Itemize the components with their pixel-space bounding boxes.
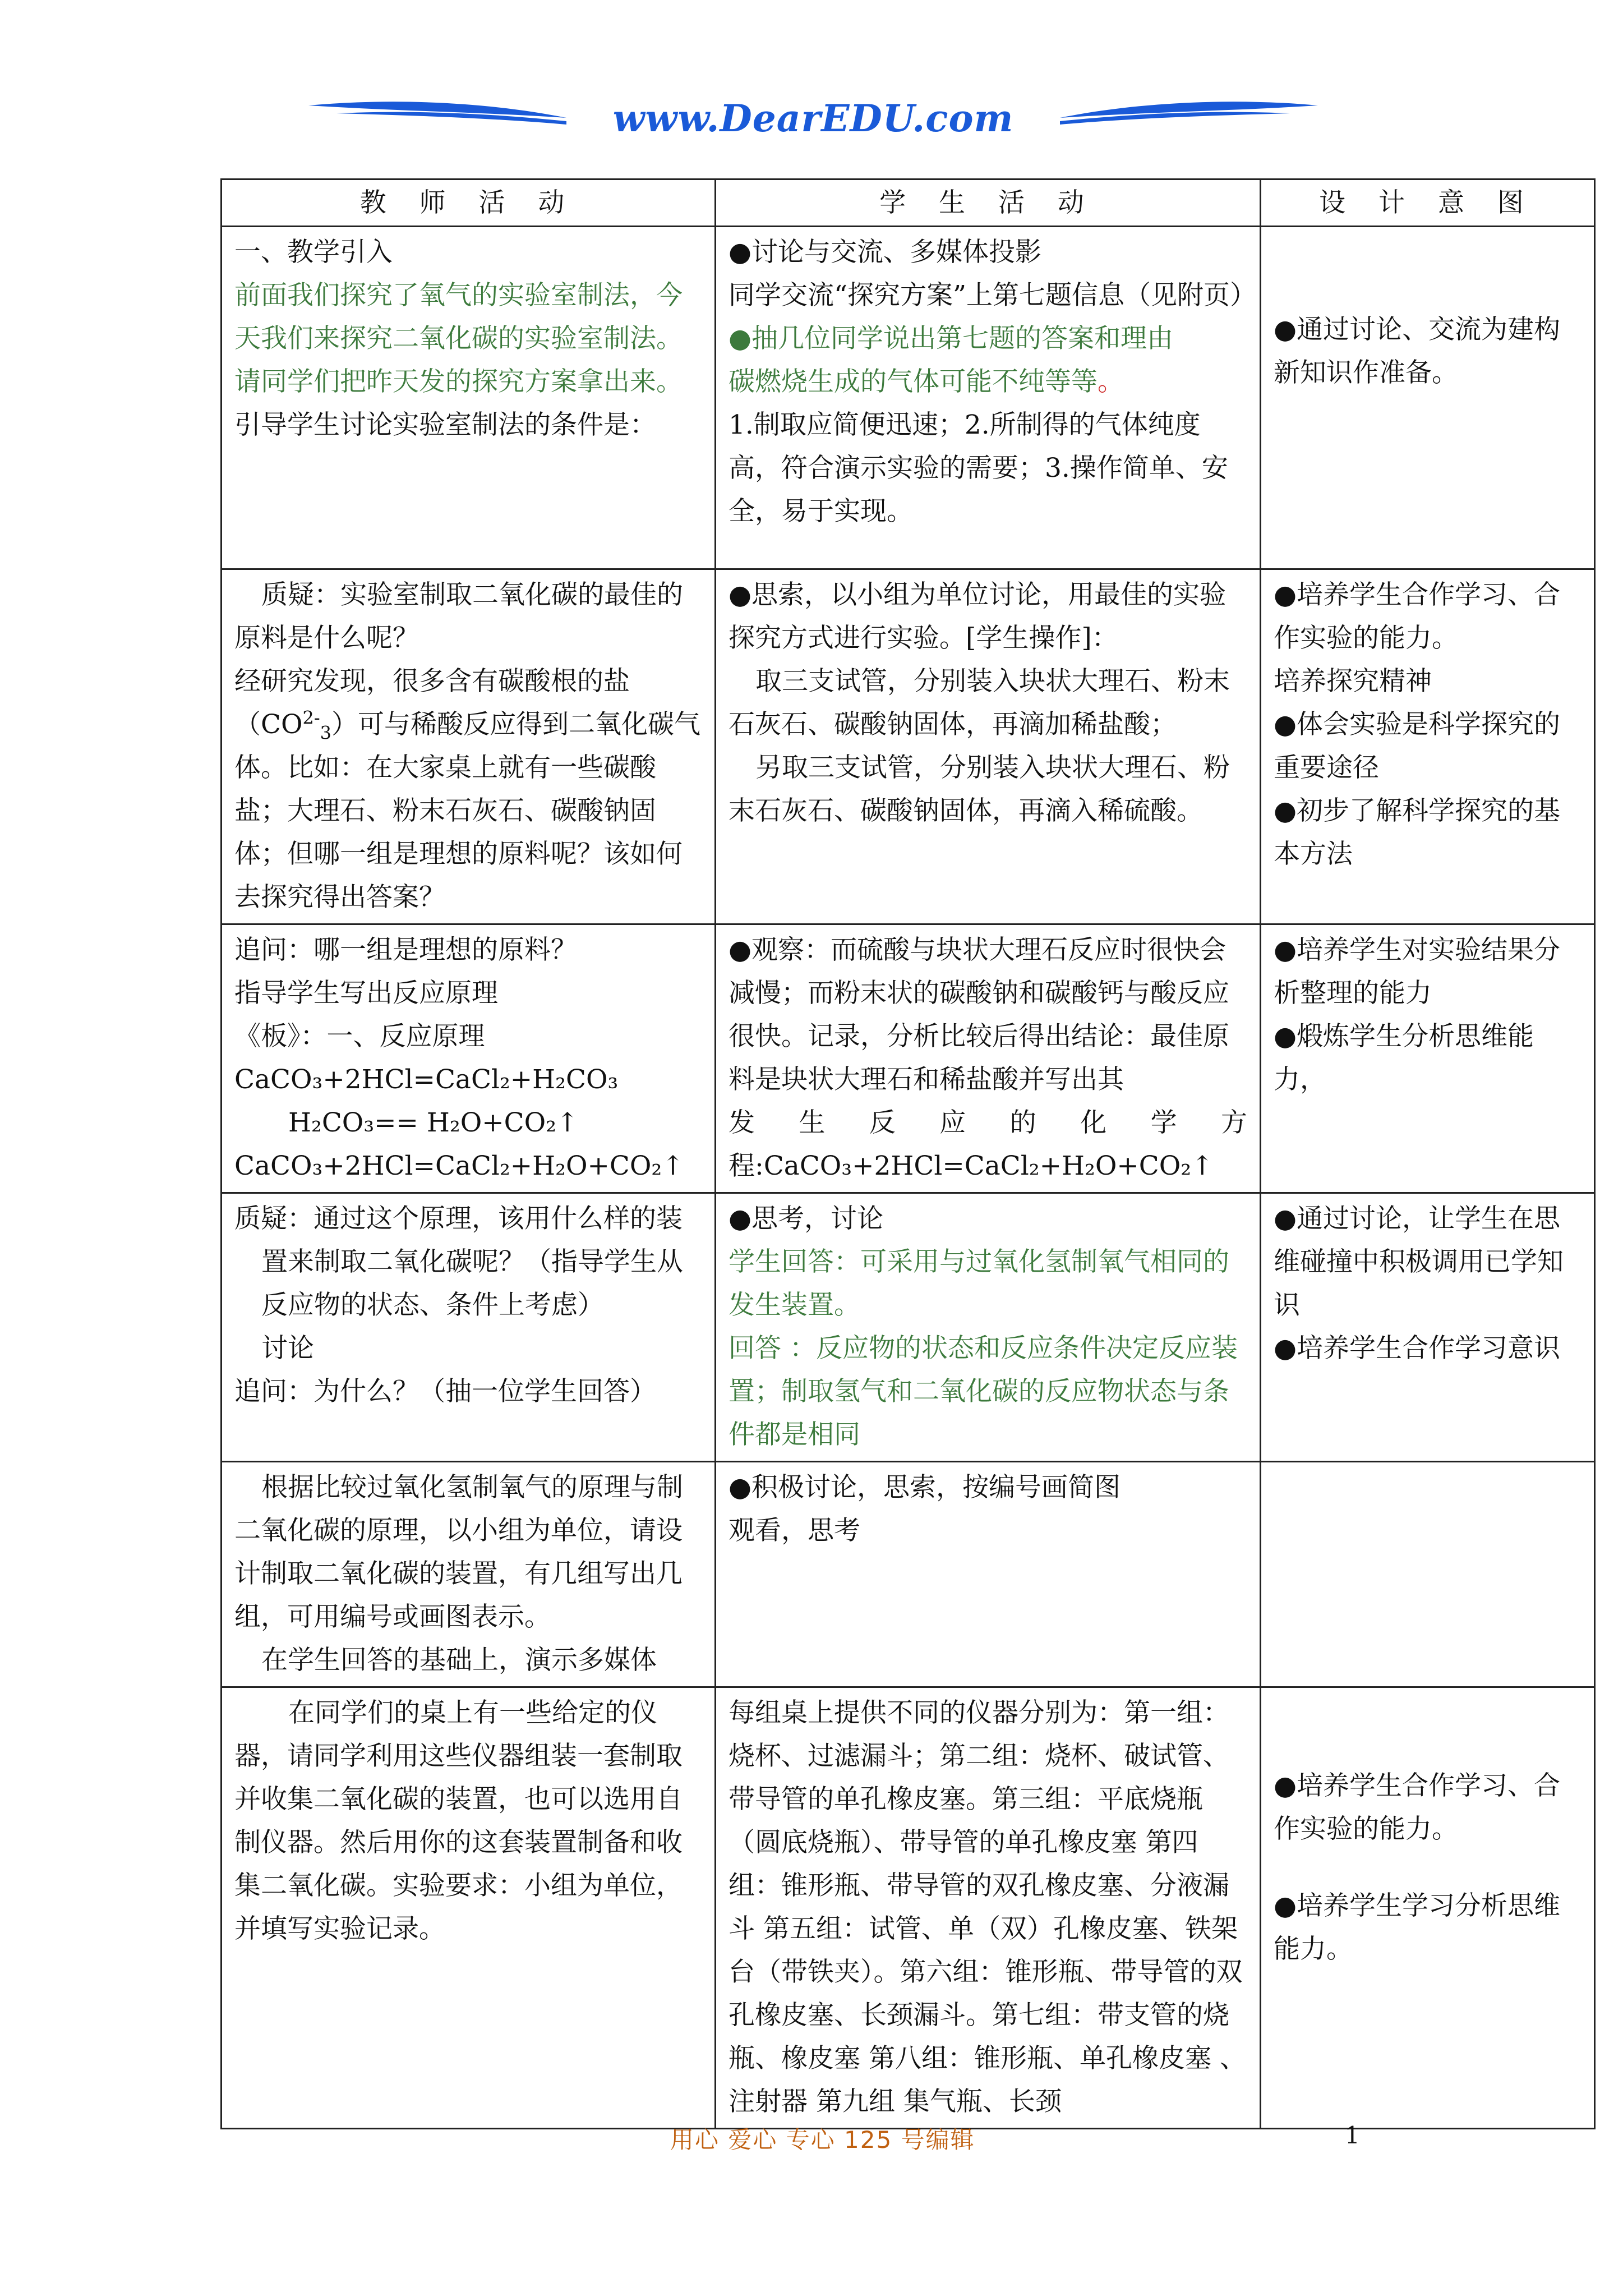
list-item: ●抽几位同学说出第七题的答案和理由: [728, 323, 1174, 354]
list-item: ●培养学生合作学习、合作实验的能力。: [1274, 1770, 1561, 1844]
question-text: 质疑：通过这个原理，该用什么样的装置来制取二氧化碳呢？（指导学生从反应物的状态、条件上考虑）: [234, 1203, 683, 1320]
guide-text: 引导学生讨论实验室制法的条件是：: [234, 409, 656, 440]
list-item: 追问：哪一组是理想的原料？: [234, 935, 577, 965]
list-item: 回答 ：反应物的状态和反应条件决定反应装置；制取氢气和二氧化碳的反应物状态与条件都是相同: [728, 1333, 1238, 1450]
list-item: ●培养学生合作学习、合作实验的能力。: [1274, 579, 1561, 654]
intent-cell: [1261, 227, 1595, 569]
student-cell: [716, 227, 1261, 569]
list-item: ●培养学生学习分析思维能力。: [1274, 1890, 1561, 1964]
student-cell: [716, 924, 1261, 1193]
table-row: [222, 227, 1595, 569]
table-row: [222, 1462, 1595, 1687]
list-item: 同学交流“探究方案”上第七题信息（见附页）: [728, 280, 1257, 311]
list-item: ●煅炼学生分析思维能力，: [1274, 1021, 1534, 1095]
list-item: ●思索，以小组为单位讨论，用最佳的实验探究方式进行实验。[学生操作]：: [728, 579, 1227, 654]
intro-text: 前面我们探究了氧气的实验室制法，今天我们来探究二氧化碳的实验室制法。请同学们把昨天发的探究方案拿出来。: [234, 280, 683, 397]
list-item: 学生回答：可采用与过氧化氢制氧气相同的发生装置。: [728, 1246, 1229, 1320]
list-item: 在学生回答的基础上，演示多媒体: [261, 1645, 657, 1676]
list-item: ●培养学生对实验结果分析整理的能力: [1274, 935, 1561, 1009]
intent-cell: [1261, 1193, 1595, 1462]
list-item: 取三支试管，分别装入块状大理石、粉末石灰石、碳酸钠固体，再滴加稀盐酸；: [728, 666, 1230, 740]
answer-period: 。: [1098, 366, 1124, 397]
table-row: [222, 924, 1595, 1193]
table-row: [222, 1687, 1595, 2129]
footer-text: 用心 爱心 专心 125 号编辑: [670, 2126, 975, 2154]
lesson-plan-table: [220, 178, 1596, 2129]
section-heading: 一、教学引入: [234, 237, 393, 268]
teacher-cell: [222, 924, 716, 1193]
table-row: [222, 1193, 1595, 1462]
list-item: ●初步了解科学探究的基本方法: [1274, 795, 1561, 869]
student-cell: [716, 1462, 1261, 1687]
list-item: 每组桌上提供不同的仪器分别为：第一组：烧杯、过滤漏斗；第二组：烧杯、破试管、带导管的单孔橡皮塞。第三组：平底烧瓶（圆底烧瓶）、带导管的单孔橡皮塞 第四组：锥形瓶、带导管的双孔橡皮塞、分液漏斗 第五组：试管、单（双）孔橡皮塞、铁架台（带铁夹）。第六组：锥形瓶、带导管的双孔橡皮塞、长颈漏斗。第七组：带支管的烧瓶、橡皮塞 第八组：锥形瓶、单孔橡皮塞 、注射器 第九组 集气瓶、长颈: [728, 1697, 1246, 2117]
list-item: ●积极讨论，思索，按编号画简图: [728, 1472, 1121, 1503]
equation: H₂CO₃== H₂O+CO₂↑: [288, 1107, 579, 1138]
teacher-cell: [222, 1687, 716, 2129]
answer-text: 碳燃烧生成的气体可能不纯等等: [728, 366, 1098, 397]
list-item: 追问：为什么？（抽一位学生回答）: [234, 1376, 656, 1407]
explanation-text: 经研究发现，很多含有碳酸根的盐$(CO^{2-}_3)$可与稀酸反应得到二氧化碳气体。比如：在大家桌上就有一些碳酸盐；大理石、粉末石灰石、碳酸钠固体；但哪一组是理想的原料呢？该如何去探究得出答案？: [234, 666, 701, 913]
intent-cell: [1261, 569, 1595, 924]
teacher-cell: [222, 227, 716, 569]
site-logo: [303, 84, 1324, 151]
list-item: 发 生 反 应 的 化 学 方: [728, 1107, 1247, 1138]
header-design-intent: 设 计 意 图: [1261, 180, 1595, 227]
list-item: 在同学们的桌上有一些给定的仪器，请同学利用这些仪器组装一套制取并收集二氧化碳的装置，也可以选用自制仪器。然后用你的这套装置制备和收集二氧化碳。实验要求：小组为单位，并填写实验记录。: [234, 1697, 683, 1944]
teacher-cell: [222, 1193, 716, 1462]
student-cell: [716, 1193, 1261, 1462]
intent-cell: [1261, 1687, 1595, 2129]
student-cell: [716, 569, 1261, 924]
table-header-row: [222, 180, 1595, 227]
list-item: 指导学生写出反应原理: [234, 978, 498, 1009]
table-row: [222, 569, 1595, 924]
list-item: ●讨论与交流、多媒体投影: [728, 237, 1042, 268]
equation: CaCO₃+2HCl=CaCl₂+H₂CO₃: [234, 1064, 619, 1095]
header-student-activity: 学 生 活 动: [716, 180, 1261, 227]
list-item: 根据比较过氧化氢制氧气的原理与制二氧化碳的原理，以小组为单位，请设计制取二氧化碳的装置，有几组写出几组，可用编号或画图表示。: [234, 1472, 683, 1632]
logo-text: www.DearEDU.com: [612, 96, 1014, 140]
intent-cell: [1261, 924, 1595, 1193]
teacher-cell: [222, 1462, 716, 1687]
list-item: ●通过讨论、交流为建构新知识作准备。: [1274, 314, 1561, 388]
list-item: 培养探究精神: [1274, 666, 1432, 697]
equation: CaCO₃+2HCl=CaCl₂+H₂O+CO₂↑: [234, 1151, 684, 1181]
list-item: ●通过讨论，让学生在思维碰撞中积极调用已学知识: [1274, 1203, 1564, 1320]
list-item: ●思考，讨论: [728, 1203, 884, 1234]
question-text: 质疑：实验室制取二氧化碳的最佳的原料是什么呢？: [234, 579, 683, 654]
list-item: 观看，思考: [728, 1515, 860, 1546]
teacher-cell: [222, 569, 716, 924]
list-item: ●观察：而硫酸与块状大理石反应时很快会减慢；而粉末状的碳酸钠和碳酸钙与酸反应很快。记录，分析比较后得出结论：最佳原料是块状大理石和稀盐酸并写出其: [728, 935, 1229, 1095]
list-item: ●培养学生合作学习意识: [1274, 1333, 1561, 1364]
board-heading: 《板》：一、反应原理: [234, 1021, 485, 1052]
student-cell: [716, 1687, 1261, 2129]
equation: 程:CaCO₃+2HCl=CaCl₂+H₂O+CO₂↑: [728, 1151, 1214, 1181]
page-number: 1: [1345, 2122, 1360, 2149]
intent-cell: [1261, 1462, 1595, 1687]
list-item: ●体会实验是科学探究的重要途径: [1274, 709, 1561, 783]
list-item: 另取三支试管，分别装入块状大理石、粉末石灰石、碳酸钠固体，再滴入稀硫酸。: [728, 752, 1230, 826]
header-teacher-activity: 教 师 活 动: [222, 180, 716, 227]
list-item: 讨论: [261, 1333, 314, 1364]
list-item: 1.制取应简便迅速；2.所制得的气体纯度高，符合演示实验的需要；3.操作简单、安全，易于实现。: [728, 409, 1228, 527]
